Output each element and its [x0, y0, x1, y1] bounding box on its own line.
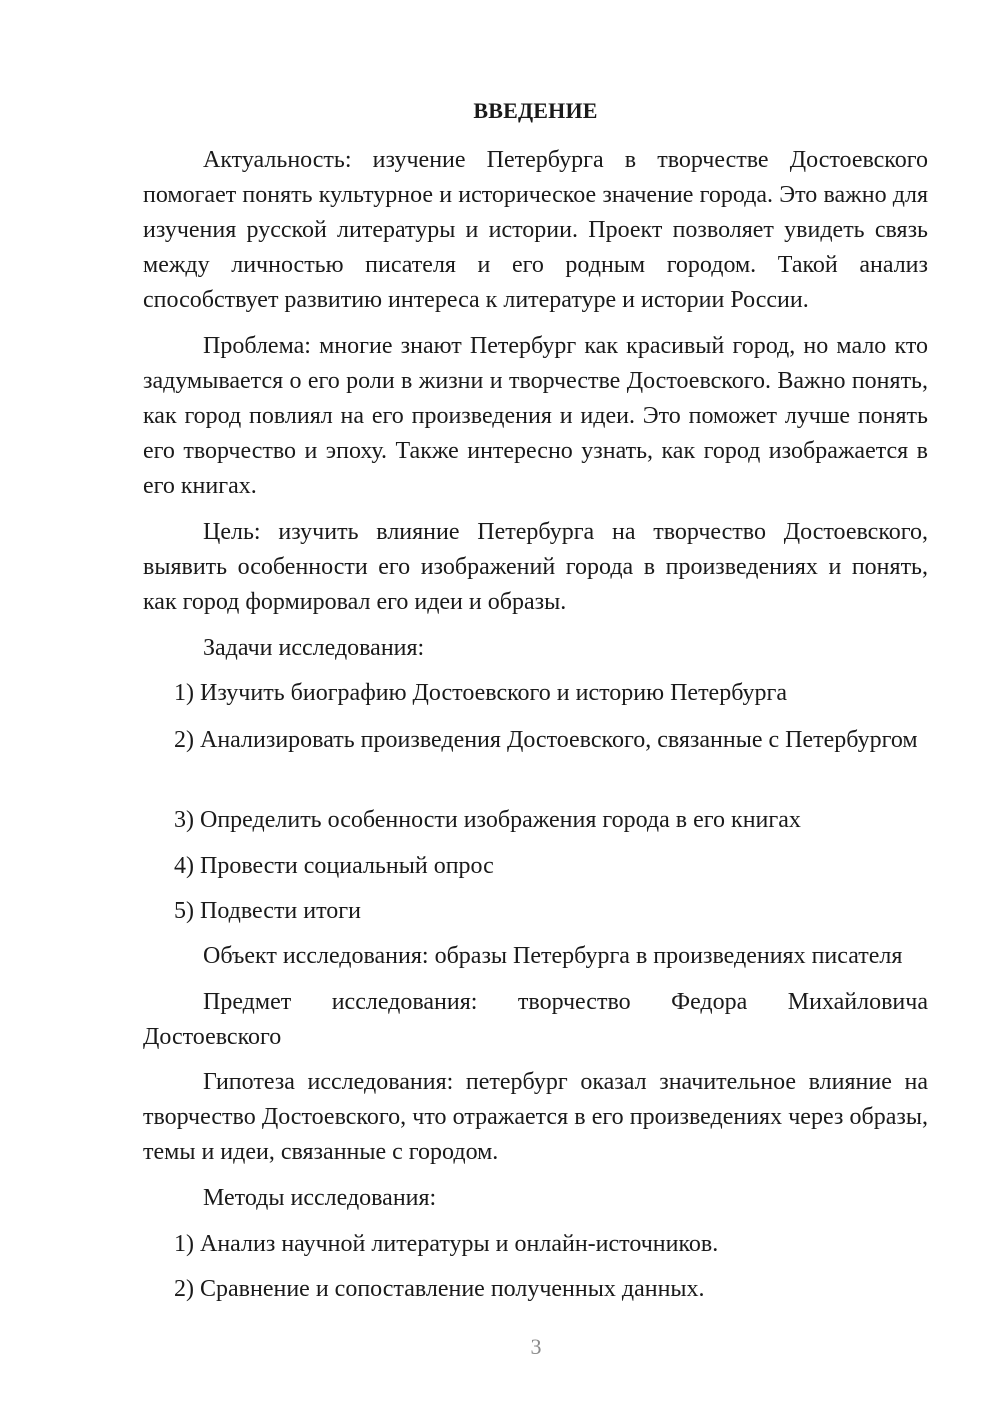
- methods-heading: Методы исследования:: [203, 1185, 437, 1211]
- hypothesis-paragraph: Гипотеза исследования: петербург оказал значительное влияние на творчество Достоевского, что отражается в его произведениях через образы, темы и идеи, связанные с городом.: [143, 1069, 928, 1165]
- goal-paragraph: Цель: изучить влияние Петербурга на творчество Достоевского, выявить особенности его изображений города в произведениях и понять, как город формировал его идеи и образы.: [143, 519, 928, 615]
- relevance-paragraph: Актуальность: изучение Петербурга в творчестве Достоевского помогает понять культурное и историческое значение города. Это важно для изучения русской литературы и истории. Проект позволяет увидеть связь между личностью писателя и его родным городом. Такой анализ способствует развитию интереса к литературе и истории России.: [143, 147, 928, 313]
- method-item: 2) Сравнение и сопоставление полученных данных.: [174, 1276, 705, 1302]
- task-item: 4) Провести социальный опрос: [174, 853, 494, 879]
- method-item: 1) Анализ научной литературы и онлайн-источников.: [174, 1231, 719, 1257]
- problem-paragraph: Проблема: многие знают Петербург как красивый город, но мало кто задумывается о его роли в жизни и творчестве Достоевского. Важно понять, как город повлиял на его произведения и идеи. Это поможет лучше понять его творчество и эпоху. Также интересно узнать, как город изображается в его книгах.: [143, 333, 928, 499]
- task-item: 2) Анализировать произведения Достоевского, связанные с Петербургом: [174, 727, 918, 753]
- task-item: 1) Изучить биографию Достоевского и историю Петербурга: [174, 680, 787, 706]
- task-item: 5) Подвести итоги: [174, 898, 361, 924]
- object-paragraph: Объект исследования: образы Петербурга в произведениях писателя: [203, 943, 903, 969]
- page-title: ВВЕДЕНИЕ: [473, 98, 598, 123]
- tasks-heading: Задачи исследования:: [203, 635, 425, 661]
- page-number: 3: [530, 1334, 542, 1359]
- task-item: 3) Определить особенности изображения города в его книгах: [174, 807, 801, 833]
- subject-paragraph: Предмет исследования: творчество Федора Михайловича Достоевского: [143, 989, 928, 1050]
